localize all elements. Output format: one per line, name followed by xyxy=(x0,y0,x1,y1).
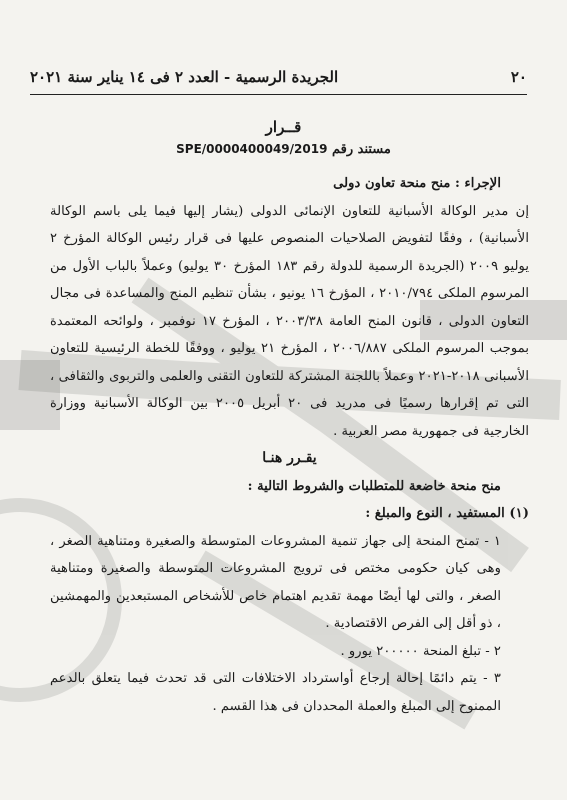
reference-number: 2019/SPE/0000400049 xyxy=(176,142,328,156)
procedure-line: الإجراء : منح منحة تعاون دولى xyxy=(333,176,501,191)
grant-intro: منح منحة خاضعة للمتطلبات والشروط التالية : xyxy=(247,478,501,494)
document-reference xyxy=(0,142,567,157)
decision-title: قــرار xyxy=(265,118,302,136)
page-number: ٢٠ xyxy=(510,68,527,86)
clause-1: ١ - تمنح المنحة إلى جهاز تنمية المشروعات المتوسطة والصغيرة ومتناهية الصغر ، وهى كيان حكومى مختص فى ترويج المشروعات المتوسطة والصغيرة ومتناهية الصغر ، والتى لها أيضًا مهمة تقديم اهتمام خاص للأشخاص المستبعدين والمهمشين ، ذو أقل إلى الفرص الاقتصادية . xyxy=(50,533,501,631)
clause-2: ٢ - تبلغ المنحة ٢٠٠٠٠٠ يورو . xyxy=(340,643,501,659)
section-heading: (١) المستفيد ، النوع والمبلغ : xyxy=(365,506,529,521)
gazette-issue-title: الجريدة الرسمية - العدد ٢ فى ١٤ يناير سنة ٢٠٢١ xyxy=(30,68,339,86)
reference-label: مستند رقم xyxy=(331,142,391,157)
intro-paragraph: إن مدير الوكالة الأسبانية للتعاون الإنمائى الدولى (يشار إليها فيما يلى باسم الوكالة الأسبانية) ، وفقًا لتفويض الصلاحيات المنصوص عليها فى قرار رئيس الوكالة المؤرخ ٢ يوليو ٢٠٠٩ (الجريدة الرسمية للدولة رقم ١٨٣ المؤرخ ٣٠ يوليو) وعملاً بالباب الأول من المرسوم الملكى ٢٠١٠/٧٩٤ ، المؤرخ ١٦ يونيو ، بشأن تنظيم المنح والمساعدة فى مجال التعاون الدولى ، قانون المنح العامة ٢٠٠٣/٣٨ ، المؤرخ ١٧ نوفمبر ، ولوائحه المعتمدة بموجب المرسوم الملكى ٢٠٠٦/٨٨٧ ، المؤرخ ٢١ يوليو ، ووفقًا للخطة الرئيسية للتعاون الأسبانى ٢٠١٨-٢٠٢١ وعملاً باللجنة المشتركة للتعاون التقنى والعلمى والتربوى والثقافى ، التى تم إقرارها رسميًا فى مدريد فى ٢٠ أبريل ٢٠٠٥ بين الوكالة الأسبانية ووزارة الخارجية فى جمهورية مصر العربية . xyxy=(50,203,530,439)
clause-3: ٣ - يتم دائمًا إحالة إرجاع أواسترداد الاختلافات التى قد تحدث فيما يتعلق بالدعم الممنوح إلى المبلغ والعملة المحددان فى هذا القسم . xyxy=(50,671,501,714)
document-body xyxy=(50,170,529,720)
running-header xyxy=(30,68,527,95)
decree-heading: يقـرر هنـا xyxy=(262,450,317,466)
